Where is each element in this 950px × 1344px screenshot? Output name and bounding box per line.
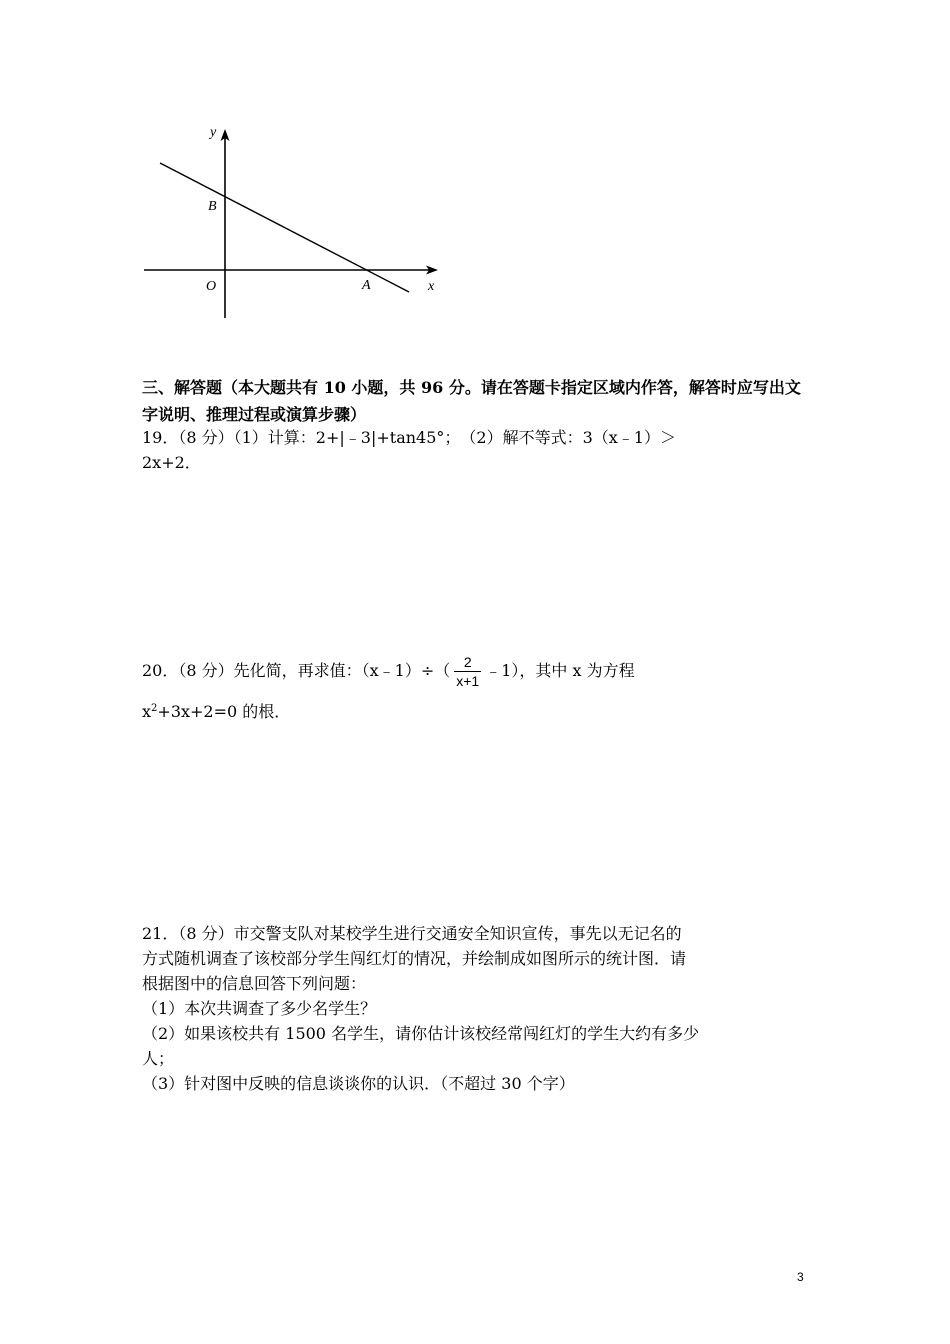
x-axis-label: x [428, 279, 435, 294]
origin-label: O [206, 279, 217, 294]
coordinate-graph [140, 122, 450, 327]
y-axis-label: y [210, 125, 217, 140]
page-number: 3 [797, 1270, 804, 1284]
question-19-line-1: 19．（8 分）（1）计算：2+|﹣3|+tan45°； （2）解不等式：3（x﹣1）＞ [142, 428, 676, 447]
question-21-part-2-cont: 人； [142, 1049, 175, 1068]
fraction [454, 654, 481, 689]
equation-rest: +3x+2=0 的根． [157, 702, 291, 721]
point-b-label: B [208, 199, 217, 214]
section-heading-line-2: 字说明、推理过程或演算步骤） [142, 405, 367, 424]
point-a-label: A [362, 278, 371, 293]
question-21-part-1: （1）本次共调查了多少名学生？ [142, 999, 377, 1018]
fraction-numerator: 2 [454, 654, 481, 672]
question-21-part-2: （2）如果该校共有 1500 名学生，请你估计该校经常闯红灯的学生大约有多少 [142, 1024, 700, 1043]
fraction-denominator: x+1 [456, 673, 480, 689]
equation-exponent: 2 [151, 703, 158, 714]
question-20-prefix: 20．（8 分）先化简，再求值：（x﹣1）÷（ [142, 661, 451, 680]
question-20-suffix: ﹣1），其中 x 为方程 [485, 661, 635, 680]
equation-base: x [142, 702, 152, 721]
question-21-part-3: （3）针对图中反映的信息谈谈你的认识．（不超过 30 个字） [142, 1074, 575, 1093]
question-21-line-2: 方式随机调查了该校部分学生闯红灯的情况，并绘制成如图所示的统计图．请 [142, 949, 687, 968]
question-21-line-3: 根据图中的信息回答下列问题： [142, 974, 367, 993]
question-19-line-2: 2x+2． [142, 453, 201, 472]
question-20-line-1 [142, 653, 635, 689]
section-heading [142, 374, 822, 428]
section-heading-line-1: 三、解答题（本大题共有 10 小题，共 96 分。请在答题卡指定区域内作答，解答时应写出文 [142, 378, 801, 397]
line-ab [160, 163, 409, 292]
question-21-line-1: 21．（8 分）市交警支队对某校学生进行交通安全知识宣传，事先以无记名的 [142, 924, 682, 943]
question-20-line-2 [142, 699, 290, 724]
